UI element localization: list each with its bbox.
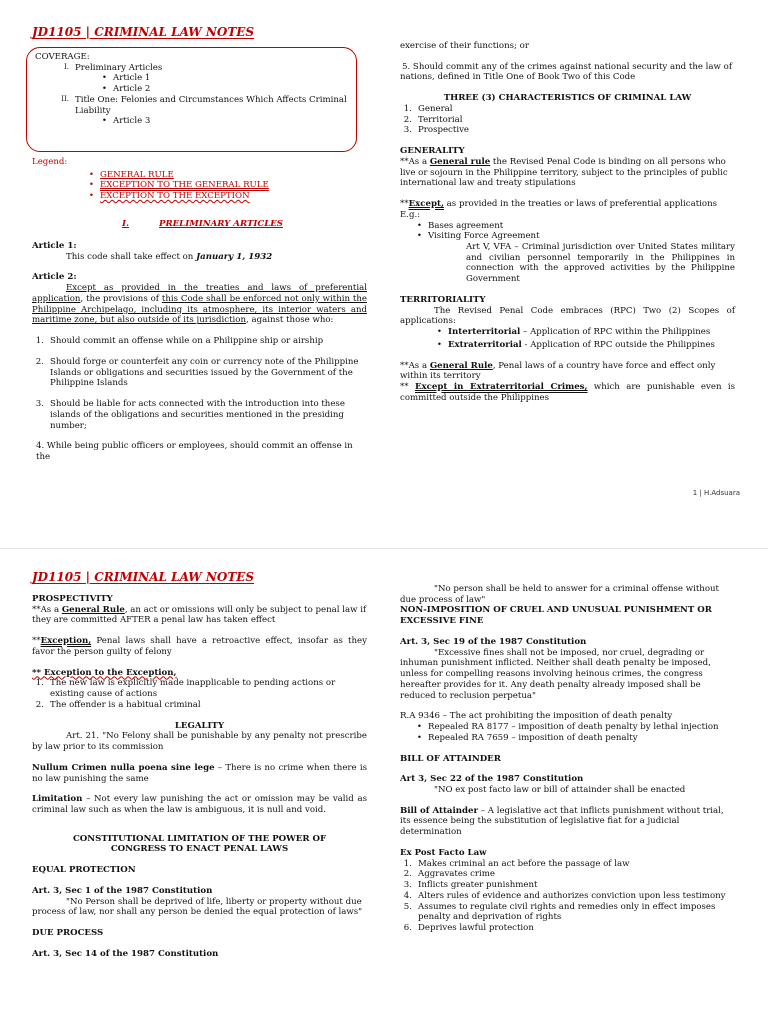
page-2 [0, 548, 768, 1024]
territoriality-heading: TERRITORIALITY [400, 294, 486, 305]
left-column-p2 [32, 594, 367, 960]
legend-item: • EXCEPTION TO THE EXCEPTION [88, 191, 250, 202]
scopes-list [430, 327, 735, 350]
prospectivity-exception: **Exception, Penal laws shall have a retroactive effect, insofar as they favor the person guilty of felony [32, 636, 367, 657]
list-item: 4. Alters rules of evidence and authorizes conviction upon less testimony [403, 890, 726, 901]
art-3-sec-19: Art. 3, Sec 19 of the 1987 Constitution [400, 636, 587, 647]
vfa-text: Art V, VFA – Criminal jurisdiction over United States military and civilian personnel temporarily in the Philippines in connection with the approved activities by the Philippine Government [466, 242, 735, 285]
left-column-p1 [32, 241, 367, 463]
art-21-text: Art. 21. "No Felony shall be punishable by any penalty not prescribe by law prior to its commission [32, 731, 367, 753]
list-item: 2. Aggravates crime [403, 869, 496, 880]
art-3-sec-1-quote: "No Person shall be deprived of life, liberty or property without due process of law, nor shall any person be denied the equal protection of laws" [32, 896, 363, 918]
equal-protection-heading: EQUAL PROTECTION [32, 865, 136, 876]
legend-label: Legend: [32, 157, 68, 167]
art-3-sec-14: Art. 3, Sec 14 of the 1987 Constitution [32, 948, 219, 959]
right-column-p2 [400, 584, 735, 934]
eg-label: E.g.: [400, 209, 421, 220]
prospectivity-rule: **As a General Rule, an act or omissions will only be subject to penal law if they are committed AFTER a penal law has taken effect [32, 604, 367, 626]
eg-list [410, 221, 735, 242]
due-process-heading: DUE PROCESS [32, 928, 104, 939]
right-column-p1 [400, 41, 735, 404]
territoriality-rule: **As a General Rule, Penal laws of a country have force and effect only within its territory [400, 360, 716, 382]
list-item: 2. Territorial [403, 114, 463, 125]
prospectivity-heading: PROSPECTIVITY [32, 594, 113, 604]
article-2-item-5: 5. Should commit any of the crimes against national security and the law of nations, defined in Title One of Book Two of this Code [400, 61, 732, 83]
coverage-label: COVERAGE: [35, 52, 90, 62]
list-item: 2. The offender is a habitual criminal [35, 699, 201, 710]
cruel-punishment-heading: NON-IMPOSITION OF CRUEL AND UNUSUAL PUNISHMENT OR EXCESSIVE FINE [400, 605, 712, 627]
territoriality-exception: ** Except in Extraterritorial Crimes, which are punishable even is committed outside the Philippines [400, 382, 736, 403]
list-item: 3. Should be liable for acts connected with the introduction into these islands of the obligations and securities mentioned in the presiding number; [35, 399, 345, 431]
list-item: 3. Prospective [403, 125, 470, 136]
list-item: 6. Deprives lawful protection [403, 923, 534, 934]
bill-of-attainder-def: Bill of Attainder – A legislative act that inflicts punishment without trial, its essence being the substitution of legislative fiat for a judicial determination [400, 805, 724, 838]
list-item: • Interterritorial – Application of RPC within the Philippines [436, 327, 711, 338]
art-3-sec-22: Art 3, Sec 22 of the 1987 Constitution [400, 774, 584, 785]
exception-to-exception: ** Exception to the Exception, [32, 667, 177, 678]
section-heading: I. PRELIMINARY ARTICLES [122, 219, 284, 229]
list-item: 1. Makes criminal an act before the passage of law [403, 858, 630, 869]
continued-text: exercise of their functions; or [400, 41, 529, 51]
article-1-text: This code shall take effect on January 1, 1932 [66, 251, 273, 262]
page-gap [0, 512, 768, 548]
article-1-title: Article 1: [32, 241, 77, 251]
list-item: 5. Assumes to regulate civil rights and remedies only in effect imposes penalty and deprivation of rights [403, 901, 716, 923]
list-item: • Extraterritorial - Application of RPC outside the Philippines [436, 339, 715, 350]
art-3-sec-1: Art. 3, Sec 1 of the 1987 Constitution [32, 885, 213, 896]
art-3-sec-22-quote: "NO ex post facto law or bill of attainder shall be enacted [434, 785, 686, 796]
list-item: • Bases agreement [416, 220, 504, 231]
due-process-quote: "No person shall be held to answer for a criminal offense without due process of law" [400, 584, 719, 605]
bill-of-attainder-heading: BILL OF ATTAINDER [400, 753, 501, 764]
constitutional-heading: CONSTITUTIONAL LIMITATION OF THE POWER OF CONGRESS TO ENACT PENAL LAWS [72, 833, 327, 855]
legality-heading: LEGALITY [174, 720, 225, 731]
list-item: • Repealed RA 7659 – imposition of death penalty [416, 732, 638, 743]
article-2-text: Except as provided in the treaties and laws of preferential application, the provisions of this Code shall be enforced not only within the Philippine Archipelago, including its atmosphere, its interior waters and maritime zone, but also outside of its jurisdiction, against those who: [32, 283, 367, 326]
list-item: 1. Should commit an offense while on a Philippine ship or airship [35, 336, 324, 347]
generality-exception: **Except, as provided in the treaties or laws of preferential applications [400, 199, 718, 210]
page-header-title: JD1105 | CRIMINAL LAW NOTES [32, 25, 255, 39]
generality-rule: **As a General rule the Revised Penal Code is binding on all persons who live or sojourn in the Philippine territory, subject to the principles of public international law and treaty stipulations [400, 156, 728, 189]
generality-heading: GENERALITY [400, 146, 465, 157]
legend-item: • EXCEPTION TO THE GENERAL RULE [88, 180, 269, 191]
exception-list [32, 678, 367, 710]
nullum-crimen: Nullum Crimen nulla poena sine lege – There is no crime when there is no law punishing the same [32, 762, 367, 784]
ra-list [410, 722, 735, 743]
article-2-item-4: 4. While being public officers or employees, should commit an offense in the [36, 441, 353, 463]
territoriality-text: The Revised Penal Code embraces (RPC) Two (2) Scopes of applications: [400, 305, 735, 327]
ex-post-facto-heading: Ex Post Facto Law [400, 847, 487, 858]
coverage-box: COVERAGE: I. Preliminary Articles • Article 1 • Article 2 II. Title One: Felonies and Circumstances Which Affects Criminal Liability • Article 3 [26, 47, 357, 152]
list-item: • Visiting Force Agreement [416, 231, 540, 242]
list-item: 2. Should forge or counterfeit any coin or currency note of the Philippine Islands or obligations and securities issued by the Government of the Philippine Islands [35, 356, 359, 389]
art-3-sec-19-quote: "Excessive fines shall not be imposed, nor cruel, degrading or inhuman punishment inflicted. Neither shall death penalty be imposed, unless for compelling reasons involving heinous crimes, the congress hereafter provides for it. Any death penalty already imposed shall be reduced to reclusion perpetua" [400, 647, 711, 701]
ex-post-facto-list [400, 859, 735, 934]
limitation: Limitation – Not every law punishing the act or omission may be valid as criminal law such as when the law is ambiguous, it is null and void. [32, 794, 367, 816]
page-footer: 1 | H.Adsuara [692, 489, 740, 497]
characteristics-heading: THREE (3) CHARACTERISTICS OF CRIMINAL LAW [443, 93, 692, 104]
legend [32, 157, 362, 202]
characteristics-list [400, 104, 735, 136]
list-item: • Repealed RA 8177 – imposition of death penalty by lethal injection [416, 722, 719, 733]
legend-item: • GENERAL RULE [88, 169, 174, 180]
ra-9346: R.A 9346 – The act prohibiting the imposition of death penalty [400, 711, 673, 722]
list-item: 3. Inflicts greater punishment [403, 880, 538, 891]
article-2-list [32, 336, 367, 431]
article-2-title: Article 2: [32, 272, 77, 283]
list-item: 1. The new law is explicitly made inapplicable to pending actions or existing cause of actions [35, 678, 336, 700]
page-header-title: JD1105 | CRIMINAL LAW NOTES [32, 570, 255, 584]
list-item: 1. General [403, 103, 453, 114]
